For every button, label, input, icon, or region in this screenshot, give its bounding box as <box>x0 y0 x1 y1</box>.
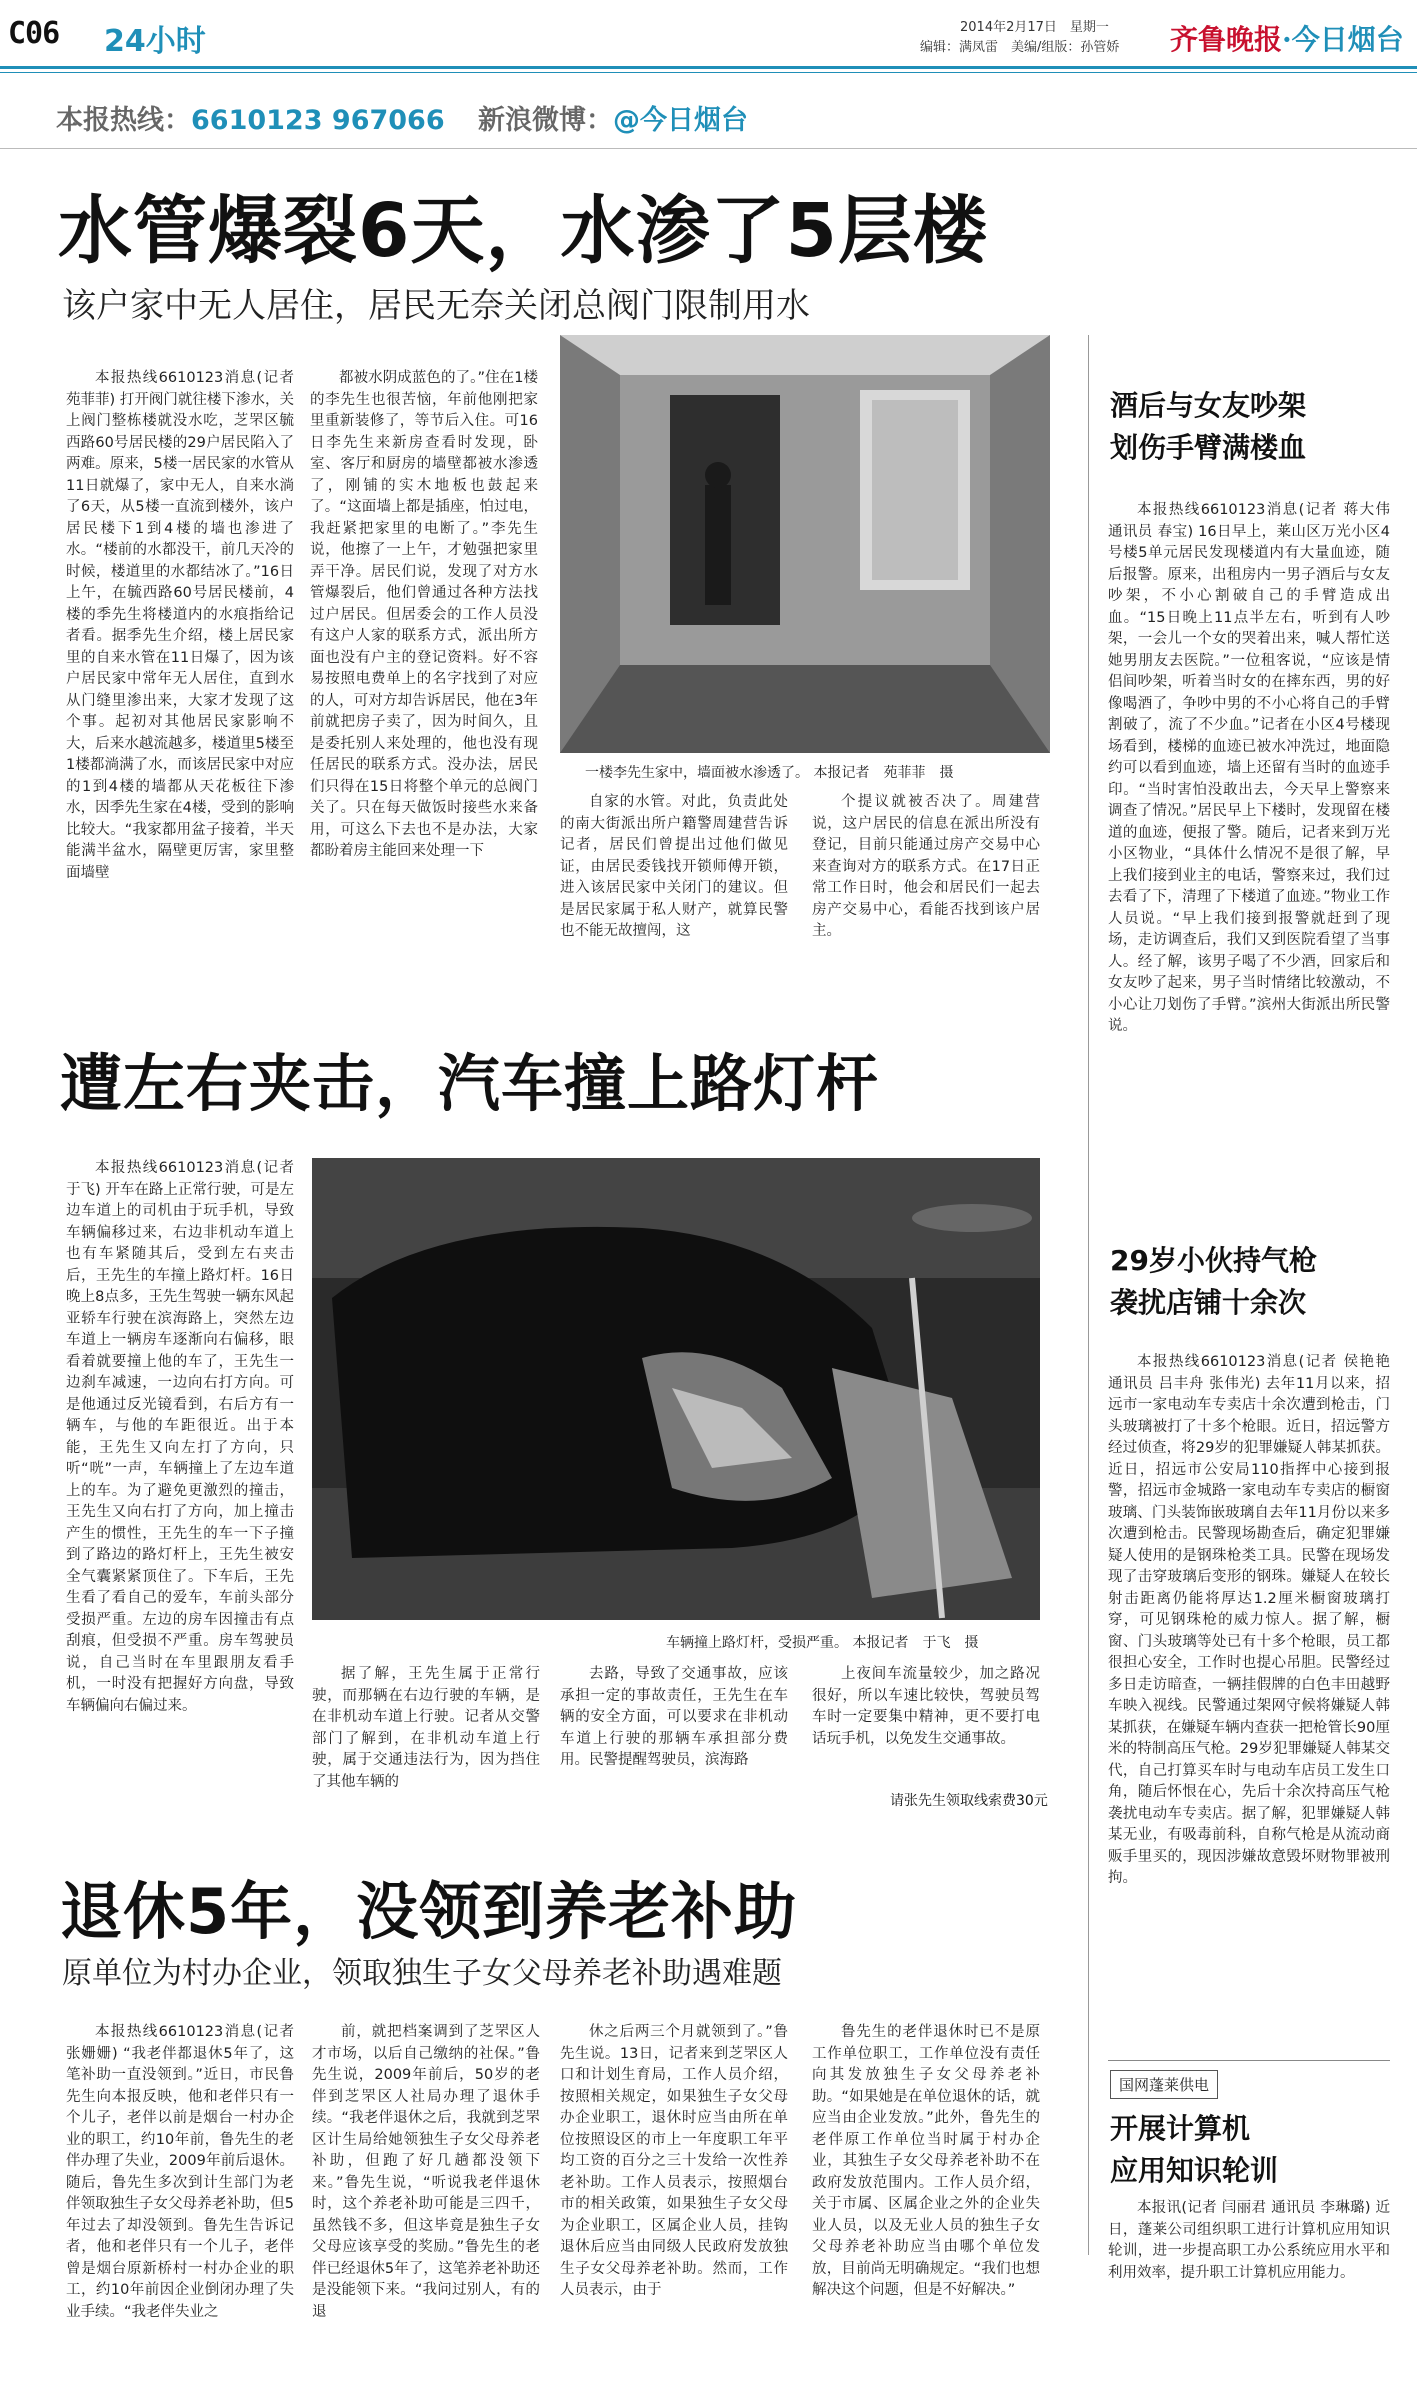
story2-col2 <box>312 1664 540 1810</box>
side3-tag: 国网蓬莱供电 <box>1110 2070 1218 2099</box>
story3-headline: 退休5年，没领到养老补助 <box>60 1875 798 1948</box>
story1-subtitle: 该户家中无人居住，居民无奈关闭总阀门限制用水 <box>62 286 810 326</box>
side1-headline-line2: 划伤手臂满楼血 <box>1110 431 1307 464</box>
story2-photo <box>312 1158 1040 1620</box>
story2-col2-text: 据了解，王先生属于正常行驶，而那辆在右边行驶的车辆，是在非机动车道上行驶。记者从交警部门了解到，在非机动车道上行驶，属于交通违法行为，因为挡住了其他车辆的 <box>312 1666 540 1790</box>
side2-headline <box>1110 1240 1380 1324</box>
hotline-divider <box>0 148 1417 149</box>
story3-col2-text: 前，就把档案调到了芝罘区人才市场，以后自己缴纳的社保。”鲁先生说，2009年前后，50岁的老伴到芝罘区人社局办理了退休手续。“我老伴退休之后，我就到芝罘区计生局给她领独生子女父母养老补助，但跑了好几趟都没领下来。”鲁先生说，“听说我老伴退休时，这个养老补助可能是三四千，虽然钱不多，但这毕竟是独生子女父母应该享受的奖励。”鲁先生的老伴已经退休5年了，这笔养老补助还是没能领下来。“我问过别人，有的退 <box>312 2024 540 2320</box>
story1-col1-text: 本报热线6610123消息(记者 苑菲菲) 打开阀门就往楼下渗水，关上阀门整栋楼就没水吃，芝罘区毓西路60号居民楼的29户居民陷入了两难。原来，5楼一居民家的水管从11日就爆了，家中无人，自来水淌了6天，从5楼一直流到楼外，该户居民楼下1到4楼的墙也渗进了水。“楼前的水都没干，前几天冷的时候，楼道里的水都结冰了。”16日上午，在毓西路60号居民楼前，4楼的季先生将楼道内的水痕指给记者看。据季先生介绍，楼上居民家里的自来水管在11日爆了，因为该户居民家中常年无人居住，直到水从门缝里渗出来，大家才发现了这个事。起初对其他居民家影响不大，后来水越流越多，楼道里5楼至1楼都淌满了水，而该居民家中对应的1到4楼的墙都从天花板往下渗水，因季先生家在4楼，受到的影响比较大。“我家都用盆子接着，半天能满半盆水，隔壁更厉害，家里整面墙壁 <box>66 370 294 881</box>
header-rule <box>0 66 1417 69</box>
story3-col3-text: 休之后两三个月就领到了。”鲁先生说。13日，记者来到芝罘区人口和计划生育局，工作人员介绍，按照相关规定，如果独生子女父母办企业职工，退休时应当由所在单位按照设区的市上一年度职工年平均工资的百分之三十发给一次性养老补助。工作人员表示，按照烟台市的相关政策，如果独生子女父母为企业职工，区属企业人员，挂钩退休后应当由同级人民政府发放独生子女父母养老补助。然而，工作人员表示，由于 <box>560 2024 788 2298</box>
story2-col3 <box>560 1664 788 1810</box>
edition-name: 今日烟台 <box>1291 23 1404 56</box>
side2-body <box>1108 1352 1390 2040</box>
hotline-label: 本报热线： <box>56 105 191 136</box>
hotline-bar <box>56 98 748 137</box>
story3-col4-text: 鲁先生的老伴退休时已不是原工作单位职工，工作单位没有责任向其发放独生子女父母养老补助。“如果她是在单位退休的话，就应当由企业发放。”此外，鲁先生的老伴原工作单位当时属于村办企业，其独生子女父母养老补助不在政府发放范围内。工作人员介绍，关于市属、区属企业之外的企业失业人员，以及无业人员的独生子女父母养老补助应当由哪个单位发放，目前尚无明确规定。“我们也想解决这个问题，但是不好解决。” <box>812 2024 1040 2298</box>
page-number: C06 <box>8 16 60 51</box>
side2-body-text: 本报热线6610123消息(记者 侯艳艳 通讯员 吕丰舟 张伟光) 去年11月以来，招远市一家电动车专卖店十余次遭到枪击，门头玻璃被打了十多个枪眼。近日，招远警方经过侦查，将29岁的犯罪嫌疑人韩某抓获。近日，招远市公安局110指挥中心接到报警，招远市金城路一家电动车专卖店的橱窗玻璃、门头装饰嵌玻璃自去年11月份以来多次遭到枪击。民警现场勘查后，确定犯罪嫌疑人使用的是钢珠枪类工具。民警在现场发现了击穿玻璃后变形的钢珠。嫌疑人在较长射击距离仍能将厚达1.2厘米橱窗玻璃打穿，可见钢珠枪的威力惊人。据了解，橱窗、门头玻璃等处已有十多个枪眼，员工都很担心安全，工作时也提心吊胆。民警经过多日走访暗查，一辆挂假牌的白色丰田越野车映入视线。民警通过架网守候将嫌疑人韩某抓获，在嫌疑车辆内查获一把枪管长90厘米的特制高压气枪。29岁犯罪嫌疑人韩某交代，自己打算买车时与电动车店员工发生口角，随后怀恨在心，先后十余次持高压气枪袭扰电动车专卖店。据了解，犯罪嫌疑人韩某无业，有吸毒前科，自称气枪是从流动商贩手里买的，现因涉嫌故意毁坏财物罪被刑拘。 <box>1108 1354 1390 1886</box>
story1-col2 <box>310 368 538 978</box>
side1-headline <box>1110 385 1380 469</box>
header-rule-thin <box>0 72 1417 73</box>
side3-headline <box>1110 2108 1380 2192</box>
story2-photo-caption: 车辆撞上路灯杆，受损严重。 本报记者 于飞 摄 <box>666 1635 979 1651</box>
car-crash-photo-illustration <box>312 1158 1040 1620</box>
hotline-numbers: 6610123 967066 <box>191 105 445 136</box>
story2-col1-text: 本报热线6610123消息(记者 于飞) 开车在路上正常行驶，可是左边车道上的司机由于玩手机，导致车辆偏移过来，右边非机动车道上也有车紧随其后，受到左右夹击后，王先生的车撞上路灯杆。16日晚上8点多，王先生驾驶一辆东风起亚轿车行驶在滨海路上，突然左边车道上一辆房车逐渐向右偏移，眼看着就要撞上他的车了，王先生一边刹车减速，一边向右打方向。可是他通过反光镜看到，右后方有一辆车，与他的车距很近。出于本能，王先生又向左打了方向，只听“咣”一声，车辆撞上了左边车道上的车。为了避免更激烈的撞击，王先生又向右打了方向，加上撞击产生的惯性，王先生的车一下子撞到了路边的路灯杆上，王先生被安全气囊紧紧顶住了。下车后，王先生看了看自己的爱车，车前头部分受损严重。左边的房车因撞击有点刮痕，但受损不严重。房车驾驶员说，自己当时在车里跟朋友看手机，一时没有把握好方向盘，导致车辆偏向右偏过来。 <box>66 1160 294 1714</box>
side3-body <box>1108 2198 1390 2368</box>
side1-headline-line1: 酒后与女友吵架 <box>1110 389 1307 422</box>
masthead-logo <box>1170 18 1404 58</box>
story1-col4 <box>812 792 1040 982</box>
story3-col4 <box>812 2022 1040 2372</box>
story3-subtitle: 原单位为村办企业，领取独生子女父母养老补助遇难题 <box>62 1956 782 1991</box>
story3-col1 <box>66 2022 294 2372</box>
story1-col3 <box>560 792 788 982</box>
side3-rule <box>1108 2060 1390 2061</box>
story3-col3 <box>560 2022 788 2372</box>
paper-name: 齐鲁晚报 <box>1170 23 1283 56</box>
story2-col4-text: 上夜间车流量较少，加之路况很好，所以车速比较快，驾驶员驾车时一定要集中精神，更不要打电话玩手机，以免发生交通事故。 <box>812 1666 1040 1747</box>
story2-col3-text: 去路，导致了交通事故，应该承担一定的事故责任，王先生在车辆的安全方面，可以要求在非机动车道上行驶的那辆车承担部分费用。民警提醒驾驶员，滨海路 <box>560 1666 788 1768</box>
story3-col2 <box>312 2022 540 2372</box>
side2-headline-line1: 29岁小伙持气枪 <box>1110 1244 1317 1277</box>
story1-photo-caption: 一楼李先生家中，墙面被水渗透了。 本报记者 苑菲菲 摄 <box>585 765 954 781</box>
sidebar-rule <box>1088 335 1089 2255</box>
story2-col4 <box>812 1664 1040 1784</box>
editor-line: 编辑：满凤雷 美编/组版：孙管娇 <box>920 40 1120 55</box>
side3-headline-line2: 应用知识轮训 <box>1110 2154 1279 2187</box>
story2-footnote: 请张先生领取线索费30元 <box>890 1793 1048 1809</box>
room-photo-illustration <box>560 335 1050 753</box>
story1-col2-text: 都被水阴成蓝色的了。”住在1楼的李先生也很苦恼，年前他刚把家里重新装修了，等节后入住。可16日李先生来新房查看时发现，卧室、客厅和厨房的墙壁都被水渗透了，刚铺的实木地板也鼓起来了。“这面墙上都是插座，怕过电，我赶紧把家里的电断了。”李先生说，他擦了一上午，才勉强把家里弄干净。居民们说，发现了对方水管爆裂后，他们曾通过各种方法找过户居民。但居委会的工作人员没有这户人家的联系方式，派出所方面也没有户主的登记资料。好不容易按照电费单上的名字找到了对应的人，可对方却告诉居民，他在3年前就把房子卖了，因为时间久，且是委托别人来处理的，他也没有现任居民的联系方式。没办法，居民们只得在15日将整个单元的总阀门关了。只在每天做饭时接些水来备用，可这么下去也不是办法，大家都盼着房主能回来处理一下 <box>310 370 538 859</box>
side2-headline-line2: 袭扰店铺十余次 <box>1110 1286 1307 1319</box>
story1-col4-text: 个提议就被否决了。周建营说，这户居民的信息在派出所没有登记，目前只能通过房产交易中心来查询对方的联系方式。在17日正常工作日时，他会和居民们一起去房产交易中心，看能否找到该户居主。 <box>812 794 1040 939</box>
story1-col3-text: 自家的水管。对此，负责此处的南大街派出所户籍警周建营告诉记者，居民们曾提出过他们做见证，由居民委钱找开锁师傅开锁，进入该居民家中关闭门的建议。但是居民家属于私人财产，就算民警也不能无故擅闯，这 <box>560 794 788 939</box>
side1-body <box>1108 500 1390 1190</box>
date-line: 2014年2月17日 星期一 <box>960 20 1109 35</box>
story1-photo <box>560 335 1050 753</box>
side3-body-text: 本报讯(记者 闫丽君 通讯员 李琳璐) 近日，蓬莱公司组织职工进行计算机应用知识轮训，进一步提高职工办公系统应用水平和利用效率，提升职工计算机应用能力。 <box>1108 2200 1390 2281</box>
story1-col1 <box>66 368 294 978</box>
story1-headline: 水管爆裂6天，水渗了5层楼 <box>58 188 988 274</box>
side1-body-text: 本报热线6610123消息(记者 蒋大伟 通讯员 春宝) 16日早上，莱山区万光小区4号楼5单元居民发现楼道内有大量血迹，随后报警。原来，出租房内一男子酒后与女友吵架，不小心割破自己的手臂造成出血。“15日晚上11点半左右，听到有人吵架，一会儿一个女的哭着出来，喊人帮忙送她男朋友去医院。”一位租客说，“应该是情侣间吵架，听着当时女的在摔东西，男的好像喝酒了，争吵中男的不小心将自己的手臂割破了，流了不少血。”记者在小区4号楼现场看到，楼梯的血迹已被水冲洗过，地面隐约可以看到血迹，墙上还留有当时的血迹手印。“当时害怕没敢出去，今天早上警察来调查了情况。”居民早上下楼时，发现留在楼道的血迹，便报了警。随后，记者来到万光小区物业，“具体什么情况不是很了解，早上我们接到业主的电话，警察来过，我们过去看了下，清理了下楼道了血迹。”物业工作人员说。“早上我们接到报警就赶到了现场，走访调查后，我们又到医院看望了当事人。经了解，该男子喝了不少酒，回家后和女友吵了起来，男子当时情绪比较激动，不小心让刀划伤了手臂。”滨州大街派出所民警说。 <box>1108 502 1390 1034</box>
side3-headline-line1: 开展计算机 <box>1110 2112 1251 2145</box>
weibo-handle: @今日烟台 <box>613 105 749 136</box>
story2-headline: 遭左右夹击，汽车撞上路灯杆 <box>60 1047 880 1120</box>
weibo-label: 新浪微博： <box>478 105 614 136</box>
section-name: 24小时 <box>104 24 206 59</box>
brand-separator: · <box>1282 23 1292 56</box>
story3-col1-text: 本报热线6610123消息(记者 张姗姗) “我老伴都退休5年了，这笔补助一直没领到。”近日，市民鲁先生向本报反映，他和老伴只有一个儿子，老伴以前是烟台一村办企业的职工，约10年前，鲁先生的老伴办理了失业，2009年前后退休。随后，鲁先生多次到计生部门为老伴领取独生子女父母养老补助，但5年过去了却没领到。鲁先生告诉记者，他和老伴只有一个儿子，老伴曾是烟台原新桥村一村办企业的职工，约10年前因企业倒闭办理了失业手续。“我老伴失业之 <box>66 2024 294 2320</box>
story2-col1 <box>66 1158 294 1758</box>
